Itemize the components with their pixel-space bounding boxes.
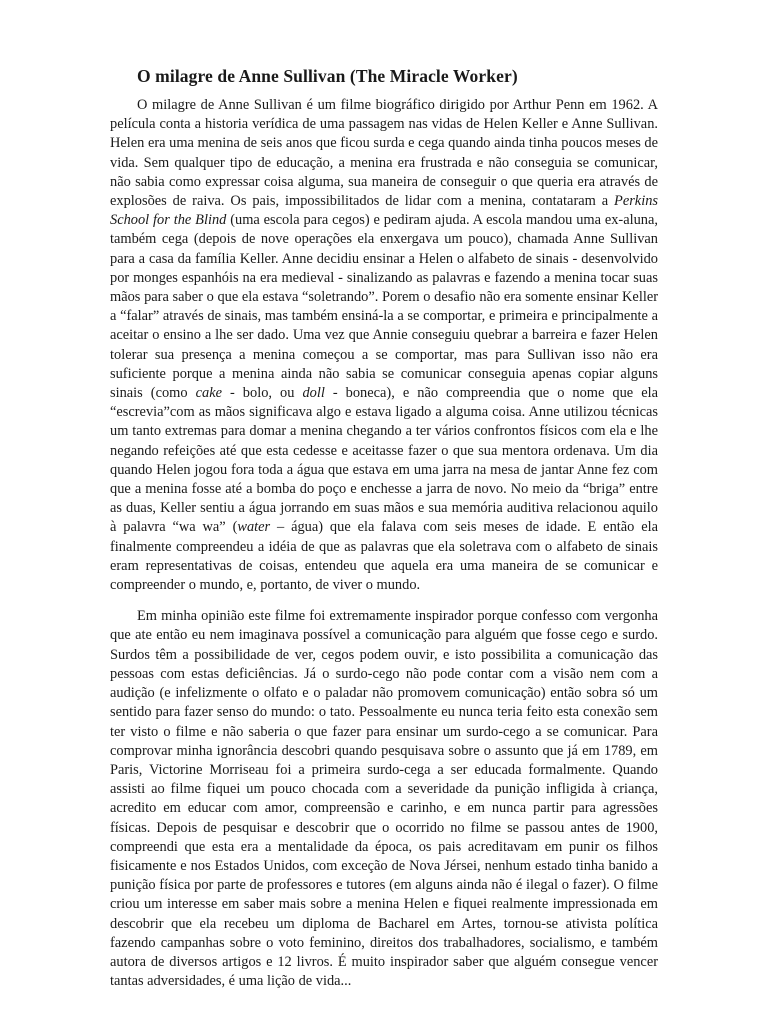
italic-word-water: water [237,519,271,536]
paragraph-text: – água) que ela falava com seis meses de idade. E então ela finalmente compreendeu a idéia de que as palavras que ela soletrava com o alfabeto de sinais eram representativas de coisas, entendeu que aquela era uma maneira de se comunicar e compreender o mundo, e, portanto, de viver o mundo. [110,519,658,594]
paragraph-text: - bolo, ou [221,385,303,402]
paragraph-opinion: Em minha opinião este filme foi extremamente inspirador porque confesso com vergonha que ate então eu nem imaginava possível a comunicação para alguém que fosse cego e surdo. Surdos têm a possibilidade de ver, cegos podem ouvir, e isto possibilita a comunicação das pessoas com estas deficiências. Já o surdo-cego não pode contar com a visão nem com a audição (e infelizmente o olfato e o paladar não promovem comunicação) então sobra só um sentido para fazer senso do mundo: o tato. Pessoalmente eu nunca teria feito esta conexão sem ter visto o filme e não saberia o que fazer para ensinar um surdo-cego a se comunicar. Para comprovar minha ignorância descobri quando pesquisava sobre o assunto que já em 1789, em Paris, Victorine Morriseau foi a primeira surdo-cega a ser educada formalmente. Quando assisti ao filme fiquei um pouco chocada com a severidade da punição infligida à criança, acredito em educar com amor, compreensão e carinho, e em nunca partir para agressões físicas. Depois de pesquisar e descobrir que o ocorrido no filme se passou antes de 1900, compreendi que esta era a mentalidade da época, os pais acreditavam em punir os filhos fisicamente e nos Estados Unidos, com exceção de Nova Jérsei, nenhum estado tinha banido a punição física por parte de professores e tutores (em alguns ainda não é ilegal o fazer). O filme criou um interesse em saber mais sobre a menina Helen e fiquei realmente impressionada em descobrir que ela recebeu um diploma de Bacharel em Artes, tornou-se ativista política fazendo campanhas sobre o voto feminino, direitos dos trabalhadores, socialismo, e também autora de diversos artigos e 12 livros. É muito inspirador saber que alguém consegue vencer tantas adversidades, é uma lição de vida... [110,608,658,990]
paragraph-text: (uma escola para cegos) e pediram ajuda. A escola mandou uma ex-aluna, também cega (depois de nove operações ela enxergava um pouco), chamada Anne Sullivan para a casa da família Keller. Anne decidiu ensinar a Helen o alfabeto de sinais - desenvolvido por monges espanhóis na era medieval - sinalizando as palavras e fazendo a menina tocar suas mãos para saber o que ela estava “soletrando”. Porem o desafio não era somente ensinar Keller a “falar” através de sinais, mas também ensiná-la a se comportar, e primeira e principalmente a aceitar o ensino a lhe ser dado. Uma vez que Annie conseguiu quebrar a barreira e fazer Helen tolerar sua presença a menina começou a se comportar, mas para Sullivan isso não era suficiente porque a menina ainda não sabia se comunicar conseguia apenas copiar alguns sinais (como [110,212,658,402]
italic-word-doll: doll [302,385,325,402]
document-title: O milagre de Anne Sullivan (The Miracle Worker) [137,66,518,86]
paragraph-text: O milagre de Anne Sullivan é um filme biográfico dirigido por Arthur Penn em 1962. A película conta a historia verídica de uma passagem nas vidas de Helen Keller e Anne Sullivan. Helen era uma menina de seis anos que ficou surda e cega quando ainda tinha poucos meses de vida. Sem qualquer tipo de educação, a menina era frustrada e não conseguia se comunicar, não sabia como expressar coisa alguma, sua maneira de conseguir o que queria era através de explosões de raiva. Os pais, impossibilitados de lidar com a menina, contataram a [110,97,658,210]
document-body [110,96,658,991]
italic-school-name: Perkins School for the Blind [110,193,658,229]
paragraph-summary [110,96,658,595]
italic-word-cake: cake [195,385,222,402]
paragraph-text: - boneca), e não compreendia que o nome que ela “escrevia”com as mãos significava algo e estava ligado a alguma coisa. Anne utilizou técnicas um tanto extremas para domar a menina chegando a ter vários confrontos físicos com ela e lhe negando refeições até que esta cedesse e aceitasse fazer o que sua mentora ordenava. Um dia quando Helen jogou fora toda a água que estava em uma jarra na mesa de jantar Anne fez com que a menina fosse até a bomba do poço e enchesse a jarra de novo. No meio da “briga” entre as duas, Keller sentiu a água jorrando em suas mãos e sua memória auditiva relacionou aquilo à palavra “wa wa” ( [110,385,658,536]
